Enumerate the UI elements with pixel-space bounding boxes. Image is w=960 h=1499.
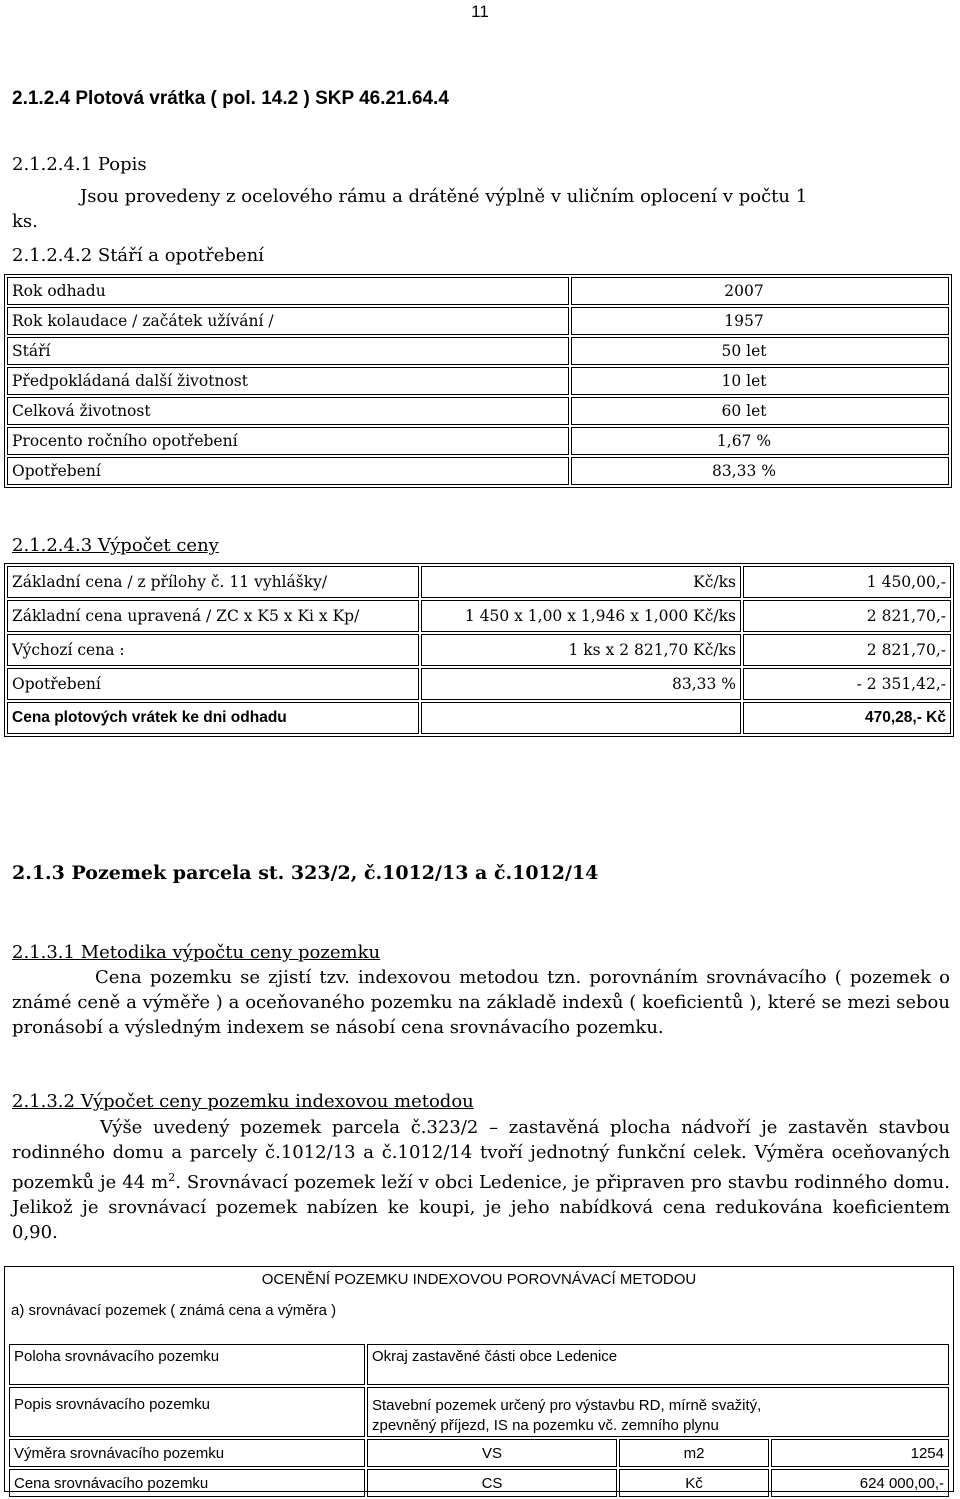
- index-table-subtitle: a) srovnávací pozemek ( známá cena a výměra ): [11, 1302, 337, 1319]
- index-table: [7, 1342, 951, 1499]
- cena-label: Cena srovnávacího pozemku: [9, 1469, 365, 1497]
- age-table-value: 10 let: [571, 367, 949, 395]
- popis-row: [9, 1387, 949, 1437]
- price-table-value: 1 450,00,-: [743, 566, 951, 598]
- popis-text: Jsou provedeny z ocelového rámu a drátěné výplně v uličním oplocení v počtu 1: [80, 186, 808, 207]
- price-table-label: Základní cena upravená / ZC x K5 x Ki x Kp/: [7, 600, 419, 632]
- vymera-value: 1254: [771, 1439, 949, 1467]
- price-table-label: Základní cena / z přílohy č. 11 vyhlášky/: [7, 566, 419, 598]
- poloha-value: Okraj zastavěné části obce Ledenice: [367, 1344, 949, 1385]
- popis-value-line-2: zpevněný příjezd, IS na pozemku vč. zemního plynu: [372, 1417, 719, 1434]
- price-table-row: [7, 566, 951, 598]
- age-table-row: [7, 367, 949, 395]
- age-table-label: Celková životnost: [7, 397, 569, 425]
- age-table-row: [7, 457, 949, 485]
- price-table: [5, 564, 953, 736]
- age-table-row: [7, 427, 949, 455]
- age-table-value: 50 let: [571, 337, 949, 365]
- age-table-value: 1957: [571, 307, 949, 335]
- metodika-text: Cena pozemku se zjistí tzv. indexovou metodou tzn. porovnáním srovnávacího ( pozemek o známé ceně a výměře ) a oceňovaného pozemku na základě indexů ( koeficientů ), které se mezi sebou pronásobí a výsledným indexem se násobí cena srovnávacího pozemku.: [12, 967, 950, 1038]
- popis-label: Popis srovnávacího pozemku: [9, 1387, 365, 1437]
- age-table-label: Rok kolaudace / začátek užívání /: [7, 307, 569, 335]
- price-table-value: 470,28,- Kč: [743, 702, 951, 734]
- price-table-row: [7, 600, 951, 632]
- price-table-calc: 1 450 x 1,00 x 1,946 x 1,000 Kč/ks: [421, 600, 741, 632]
- stari-heading: 2.1.2.4.2 Stáří a opotřebení: [12, 245, 264, 266]
- age-table-label: Předpokládaná další životnost: [7, 367, 569, 395]
- age-table-value: 60 let: [571, 397, 949, 425]
- superscript-2: 2: [168, 1171, 176, 1184]
- age-table: [5, 275, 951, 487]
- price-table-label: Výchozí cena :: [7, 634, 419, 666]
- page-number: 11: [471, 2, 489, 21]
- poloha-label: Poloha srovnávacího pozemku: [9, 1344, 365, 1385]
- price-table-calc: 83,33 %: [421, 668, 741, 700]
- vymera-label: Výměra srovnávacího pozemku: [9, 1439, 365, 1467]
- price-table-row: [7, 668, 951, 700]
- price-table-label: Cena plotových vrátek ke dni odhadu: [7, 702, 419, 734]
- price-table-value: 2 821,70,-: [743, 634, 951, 666]
- section-heading-213: 2.1.3 Pozemek parcela st. 323/2, č.1012/13 a č.1012/14: [12, 862, 599, 884]
- price-table-value: - 2 351,42,-: [743, 668, 951, 700]
- popis-heading: 2.1.2.4.1 Popis: [12, 154, 147, 175]
- age-table-label: Stáří: [7, 337, 569, 365]
- age-table-row: [7, 397, 949, 425]
- vymera-row: [9, 1439, 949, 1467]
- age-table-value: 83,33 %: [571, 457, 949, 485]
- price-table-value: 2 821,70,-: [743, 600, 951, 632]
- section-heading-2124: 2.1.2.4 Plotová vrátka ( pol. 14.2 ) SKP 46.21.64.4: [12, 88, 449, 109]
- price-table-calc: Kč/ks: [421, 566, 741, 598]
- index-table-frame: [4, 1266, 954, 1492]
- price-table-calc: [421, 702, 741, 734]
- popis-value-line-1: Stavební pozemek určený pro výstavbu RD, mírně svažitý,: [372, 1397, 762, 1414]
- poloha-row: [9, 1344, 949, 1385]
- price-table-row: [7, 634, 951, 666]
- vypocet-text-part-2: . Srovnávací pozemek leží v obci Ledenice, je připraven pro stavbu rodinného domu. Jelikož je srovnávací pozemek nabízen ke koupi, je jeho nabídková cena redukována koeficientem 0,90.: [12, 1172, 950, 1243]
- age-table-row: [7, 307, 949, 335]
- vymera-unit: m2: [619, 1439, 769, 1467]
- age-table-row: [7, 337, 949, 365]
- age-table-label: Opotřebení: [7, 457, 569, 485]
- vypocet-pozemku-heading: 2.1.3.2 Výpočet ceny pozemku indexovou metodou: [12, 1091, 474, 1112]
- popis-value: [367, 1387, 949, 1437]
- vypocet-pozemku-text: [12, 1115, 950, 1245]
- metodika-heading: 2.1.3.1 Metodika výpočtu ceny pozemku: [12, 942, 381, 963]
- age-table-frame: [4, 274, 952, 488]
- age-table-row: [7, 277, 949, 305]
- cena-unit: Kč: [619, 1469, 769, 1497]
- popis-text-continuation: ks.: [12, 211, 38, 232]
- age-table-value: 2007: [571, 277, 949, 305]
- vypocet-heading: 2.1.2.4.3 Výpočet ceny: [12, 535, 219, 556]
- index-table-title: OCENĚNÍ POZEMKU INDEXOVOU POROVNÁVACÍ METODOU: [261, 1271, 697, 1288]
- age-table-value: 1,67 %: [571, 427, 949, 455]
- cena-row: [9, 1469, 949, 1497]
- cena-value: 624 000,00,-: [771, 1469, 949, 1497]
- price-table-label: Opotřebení: [7, 668, 419, 700]
- vymera-code: VS: [367, 1439, 617, 1467]
- price-table-total-row: [7, 702, 951, 734]
- age-table-label: Rok odhadu: [7, 277, 569, 305]
- vypocet-text-part-1: Výše uvedený pozemek parcela č.323/2 – zastavěná plocha nádvoří je zastavěn stavbou rodinného domu a parcely č.1012/13 a č.1012/14 tvoří jednotný funkční celek. Výměra oceňovaných pozemků je 44 m: [12, 1117, 950, 1193]
- age-table-label: Procento ročního opotřebení: [7, 427, 569, 455]
- price-table-frame: [4, 563, 954, 737]
- cena-code: CS: [367, 1469, 617, 1497]
- price-table-calc: 1 ks x 2 821,70 Kč/ks: [421, 634, 741, 666]
